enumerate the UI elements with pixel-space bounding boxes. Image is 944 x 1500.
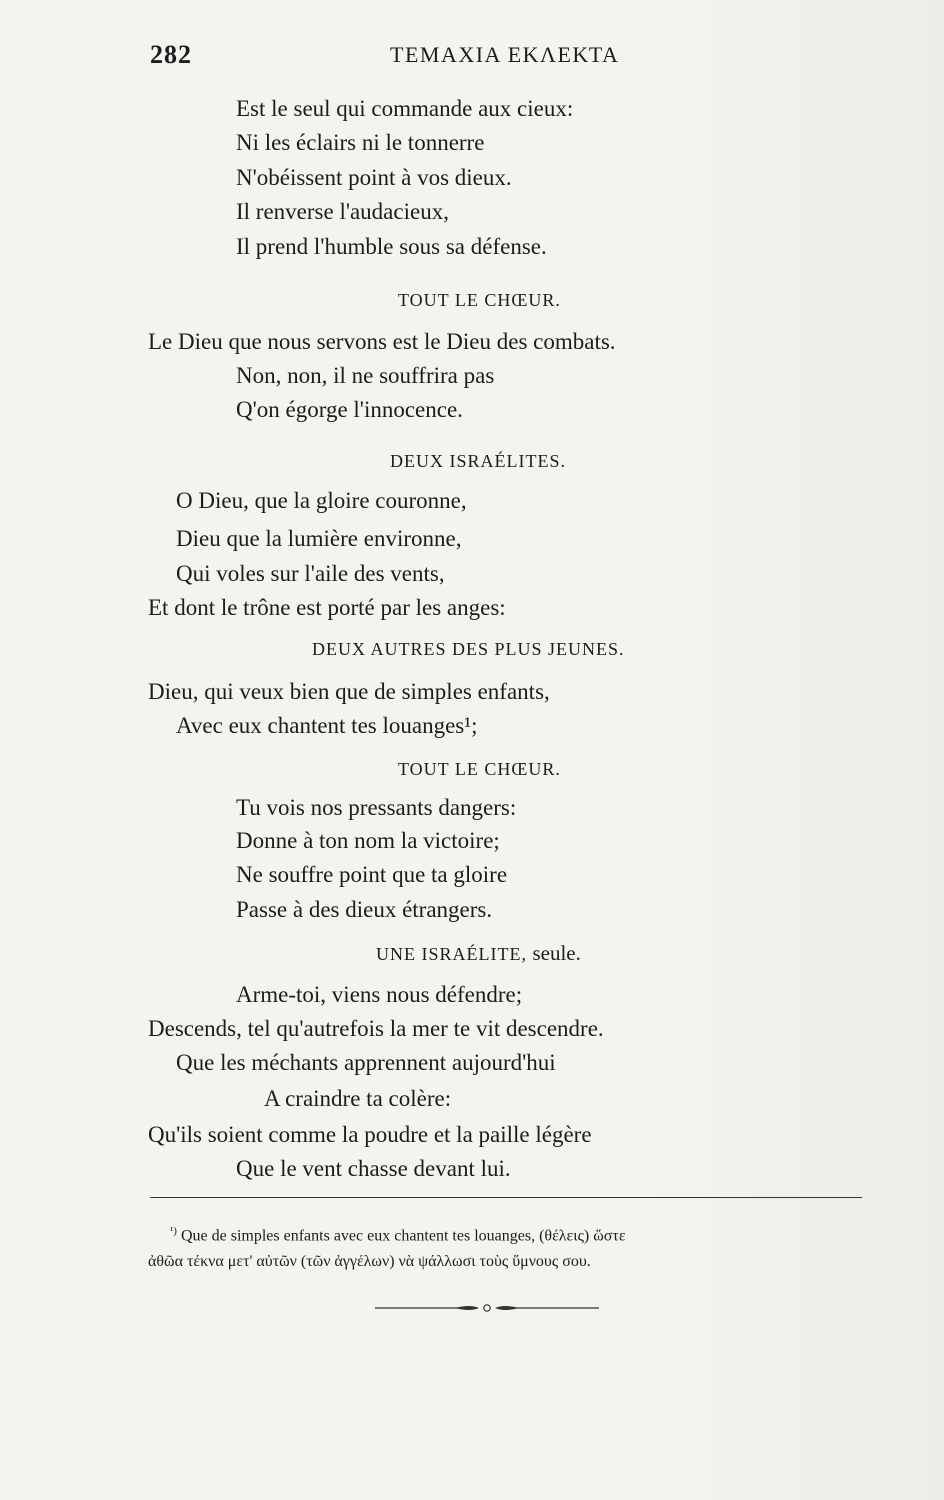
verse-line: Ni les éclairs ni le tonnerre [236, 130, 485, 155]
speaker-heading: TOUT LE CHŒUR. [398, 759, 561, 779]
verse-line: Qu'ils soient comme la poudre et la paille légère [148, 1122, 592, 1147]
verse-line: Passe à des dieux étrangers. [236, 897, 493, 922]
verse-line: Tu vois nos pressants dangers: [236, 795, 517, 820]
verse-line: Et dont le trône est porté par les anges: [148, 595, 506, 620]
running-title: ΤΕΜΑΧΙΑ ΕΚΛΕΚΤΑ [390, 42, 620, 67]
verse-line: Il renverse l'audacieux, [236, 199, 449, 224]
verse-line: N'obéissent point à vos dieux. [236, 165, 512, 190]
verse-line: Avec eux chantent tes louanges¹; [176, 713, 478, 738]
footnote-line: ἀθῶα τέκνα μετ' αὐτῶν (τῶν ἀγγέλων) νὰ ψάλλωσι τοὺς ὕμνους σου. [148, 1253, 591, 1270]
verse-line: Non, non, il ne souffrira pas [236, 363, 495, 388]
speaker-heading: TOUT LE CHŒUR. [398, 290, 561, 310]
speaker-heading: DEUX AUTRES DES PLUS JEUNES. [312, 639, 625, 659]
verse-line: Dieu, qui veux bien que de simples enfants, [148, 679, 550, 704]
end-ornament [375, 1302, 599, 1314]
verse-line: Il prend l'humble sous sa défense. [236, 234, 547, 259]
verse-line: O Dieu, que la gloire couronne, [176, 488, 467, 513]
page-header [150, 40, 850, 80]
verse-line: Est le seul qui commande aux cieux: [236, 96, 574, 121]
verse-line: Que les méchants apprennent aujourd'hui [176, 1050, 556, 1075]
verse-line: Donne à ton nom la victoire; [236, 828, 500, 853]
footnote-text: Que de simples enfants avec eux chantent tes louanges, (θέλεις) ὥστε [180, 1227, 626, 1245]
verse-line: Q'on égorge l'innocence. [236, 397, 463, 422]
speaker-heading: DEUX ISRAÉLITES. [390, 451, 566, 471]
page-number: 282 [150, 40, 192, 69]
speaker-heading [376, 940, 581, 967]
verse-line: Dieu que la lumière environne, [176, 526, 462, 551]
footnote-line [170, 1219, 626, 1248]
verse-line: Descends, tel qu'autrefois la mer te vit descendre. [148, 1016, 604, 1041]
footnote-mark: ¹) [170, 1225, 177, 1237]
bleed-through-shading [644, 0, 944, 1500]
verse-line: Arme-toi, viens nous défendre; [236, 982, 523, 1007]
speaker-name: UNE ISRAÉLITE, [376, 944, 527, 964]
verse-line: Que le vent chasse devant lui. [236, 1156, 511, 1181]
verse-line: A craindre ta colère: [264, 1086, 452, 1111]
stage-note: seule. [532, 941, 581, 965]
verse-line: Le Dieu que nous servons est le Dieu des combats. [148, 329, 616, 354]
verse-line: Ne souffre point que ta gloire [236, 862, 508, 887]
verse-line: Qui voles sur l'aile des vents, [176, 561, 445, 586]
footnote-rule [150, 1197, 862, 1198]
